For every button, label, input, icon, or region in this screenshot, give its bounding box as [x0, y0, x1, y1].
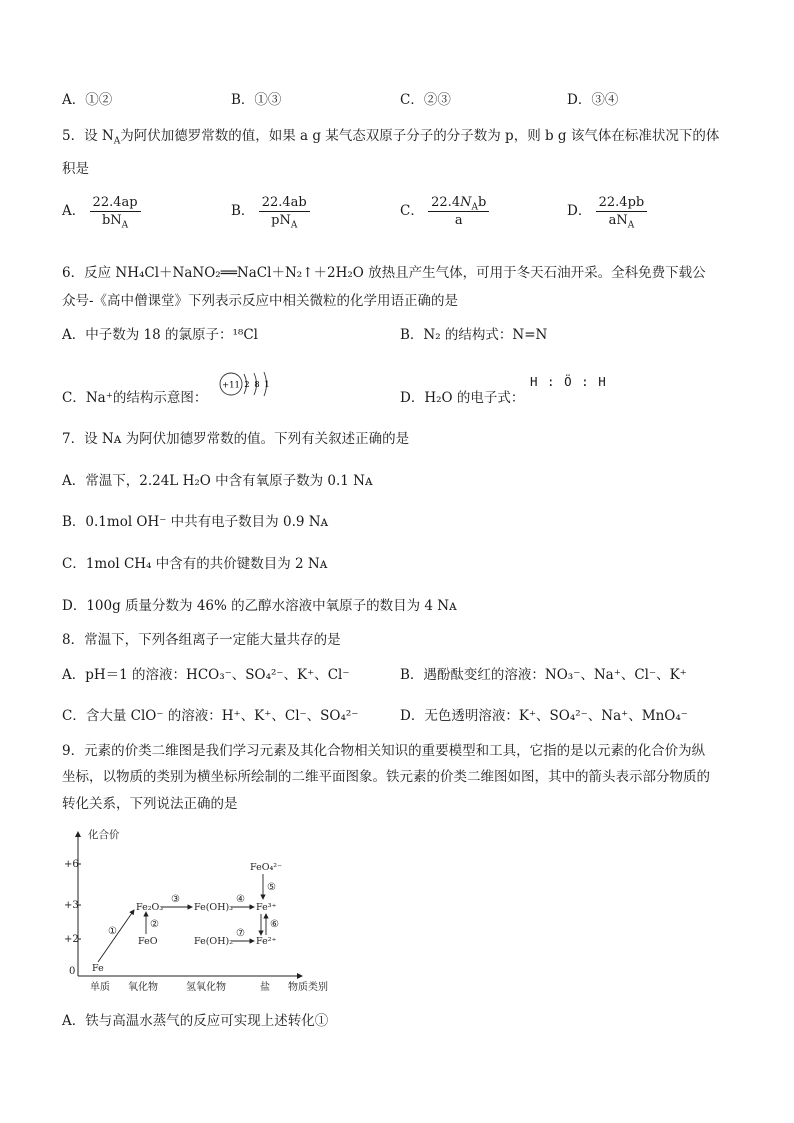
- q6-option-a: A．中子数为 18 的氯原子：¹⁸Cl: [62, 327, 258, 343]
- arrow-4-label: ④: [236, 894, 245, 905]
- species-feoh3: Fe(OH)₃: [194, 902, 233, 913]
- x-label-hydroxide: 氢氧化物: [186, 982, 226, 993]
- arrow-7-label: ⑦: [236, 928, 245, 939]
- q7-option-a: A．常温下，2.24L H₂O 中含有氧原子数为 0.1 Nᴀ: [62, 473, 373, 489]
- q6-option-c: C．Na⁺的结构示意图：: [62, 390, 208, 406]
- species-feo4-ion: FeO₄²⁻: [250, 862, 283, 873]
- q8-option-b: B．遇酚酞变红的溶液：NO₃⁻、Na⁺、Cl⁻、K⁺: [400, 667, 687, 683]
- arrow-2-label: ②: [150, 919, 159, 930]
- q6-stem-line2: 众号-《高中僧课堂》下列表示反应中相关微粒的化学用语正确的是: [62, 293, 459, 309]
- q7-option-b: B．0.1mol OH⁻ 中共有电子数目为 0.9 Nᴀ: [62, 514, 329, 530]
- y-tick-plus6: +6: [64, 859, 79, 870]
- q5-option-b: B． $\frac{22.4ab}{pN_A}$: [231, 194, 310, 229]
- arrow-1-label: ①: [108, 926, 117, 937]
- species-fe2o3: Fe₂O₃: [136, 902, 164, 913]
- q9-stem-line3: 转化关系，下列说法正确的是: [62, 796, 238, 812]
- q8-option-d: D．无色透明溶液：K⁺、SO₄²⁻、Na⁺、MnO₄⁻: [400, 708, 688, 724]
- q4-option-d: D．③④: [567, 92, 619, 108]
- y-tick-zero: 0: [69, 966, 76, 977]
- species-fe: Fe: [92, 963, 104, 974]
- arrow-5-label: ⑤: [267, 882, 276, 893]
- q7-stem: 7．设 Nᴀ 为阿伏加德罗常数的值。下列有关叙述正确的是: [62, 431, 410, 447]
- h2o-electron-formula: H : Ö : H: [530, 374, 607, 389]
- q5-option-d: D． $\frac{22.4pb}{aN_A}$: [567, 194, 647, 229]
- q4-option-a: A．①②: [62, 92, 113, 108]
- q6-stem-line1: 6．反应 NH₄Cl＋NaNO₂══NaCl＋N₂↑＋2H₂O 放热且产生气体，可用于冬天石油开采。全科免费下载公: [62, 265, 706, 281]
- q5-option-a: A． $\frac{22.4ap}{bN_A}$: [62, 194, 141, 229]
- q7-option-c: C．1mol CH₄ 中含有的共价键数目为 2 Nᴀ: [62, 556, 328, 572]
- arrow-3-label: ③: [171, 894, 180, 905]
- q9-stem-line1: 9．元素的价类二维图是我们学习元素及其化合物相关知识的重要模型和工具，它指的是以元素的化合价为纵: [62, 743, 706, 759]
- x-label-salt: 盐: [260, 982, 270, 993]
- q4-option-b: B．①③: [231, 92, 282, 108]
- y-tick-plus3: +3: [64, 900, 79, 911]
- y-axis-title: 化合价: [88, 829, 120, 841]
- species-feo: FeO: [138, 936, 158, 947]
- q7-option-d: D．100g 质量分数为 46% 的乙醇水溶液中氧原子的数目为 4 Nᴀ: [62, 598, 457, 614]
- species-feoh2: Fe(OH)₂: [194, 936, 233, 947]
- q4-option-c: C．②③: [400, 92, 451, 108]
- shell-3-count: 1: [264, 380, 270, 390]
- q9-stem-line2: 坐标，以物质的类别为横坐标所绘制的二维平面图象。铁元素的价类二维图如图，其中的箭头表示部分物质的: [62, 769, 710, 785]
- x-label-oxide: 氧化物: [128, 982, 158, 993]
- y-tick-plus2: +2: [64, 934, 79, 945]
- q9-option-a: A．铁与高温水蒸气的反应可实现上述转化①: [62, 1013, 329, 1029]
- q5-option-c: C． $\frac{22.4N_Ab}{a}$: [400, 194, 489, 229]
- arrow-6-label: ⑥: [270, 919, 279, 930]
- q6-option-d: D．H₂O 的电子式：: [400, 390, 525, 406]
- nucleus-label: +11: [222, 380, 240, 391]
- x-label-category: 物质类别: [288, 982, 328, 993]
- q5-stem-cont: 积是: [62, 161, 89, 177]
- species-fe2-ion: Fe²⁺: [256, 936, 277, 947]
- q8-option-c: C．含大量 ClO⁻ 的溶液：H⁺、K⁺、Cl⁻、SO₄²⁻: [62, 708, 359, 724]
- x-label-element: 单质: [90, 982, 110, 993]
- shell-2-count: 8: [254, 380, 260, 390]
- species-fe3-ion: Fe³⁺: [256, 902, 277, 913]
- q8-option-a: A．pH＝1 的溶液：HCO₃⁻、SO₄²⁻、K⁺、Cl⁻: [62, 667, 350, 683]
- q6-option-b: B．N₂ 的结构式：N=N: [400, 327, 548, 343]
- q5-stem: 5．设 $N_A$为阿伏加德罗常数的值，如果 a g 某气态双原子分子的分子数为 p，则 b g 该气体在标准状况下的体: [62, 128, 720, 147]
- shell-1-count: 2: [244, 380, 250, 390]
- iron-valence-class-diagram: [62, 828, 352, 996]
- q8-stem: 8．常温下，下列各组离子一定能大量共存的是: [62, 632, 341, 648]
- na-ion-structure-diagram: [218, 370, 280, 406]
